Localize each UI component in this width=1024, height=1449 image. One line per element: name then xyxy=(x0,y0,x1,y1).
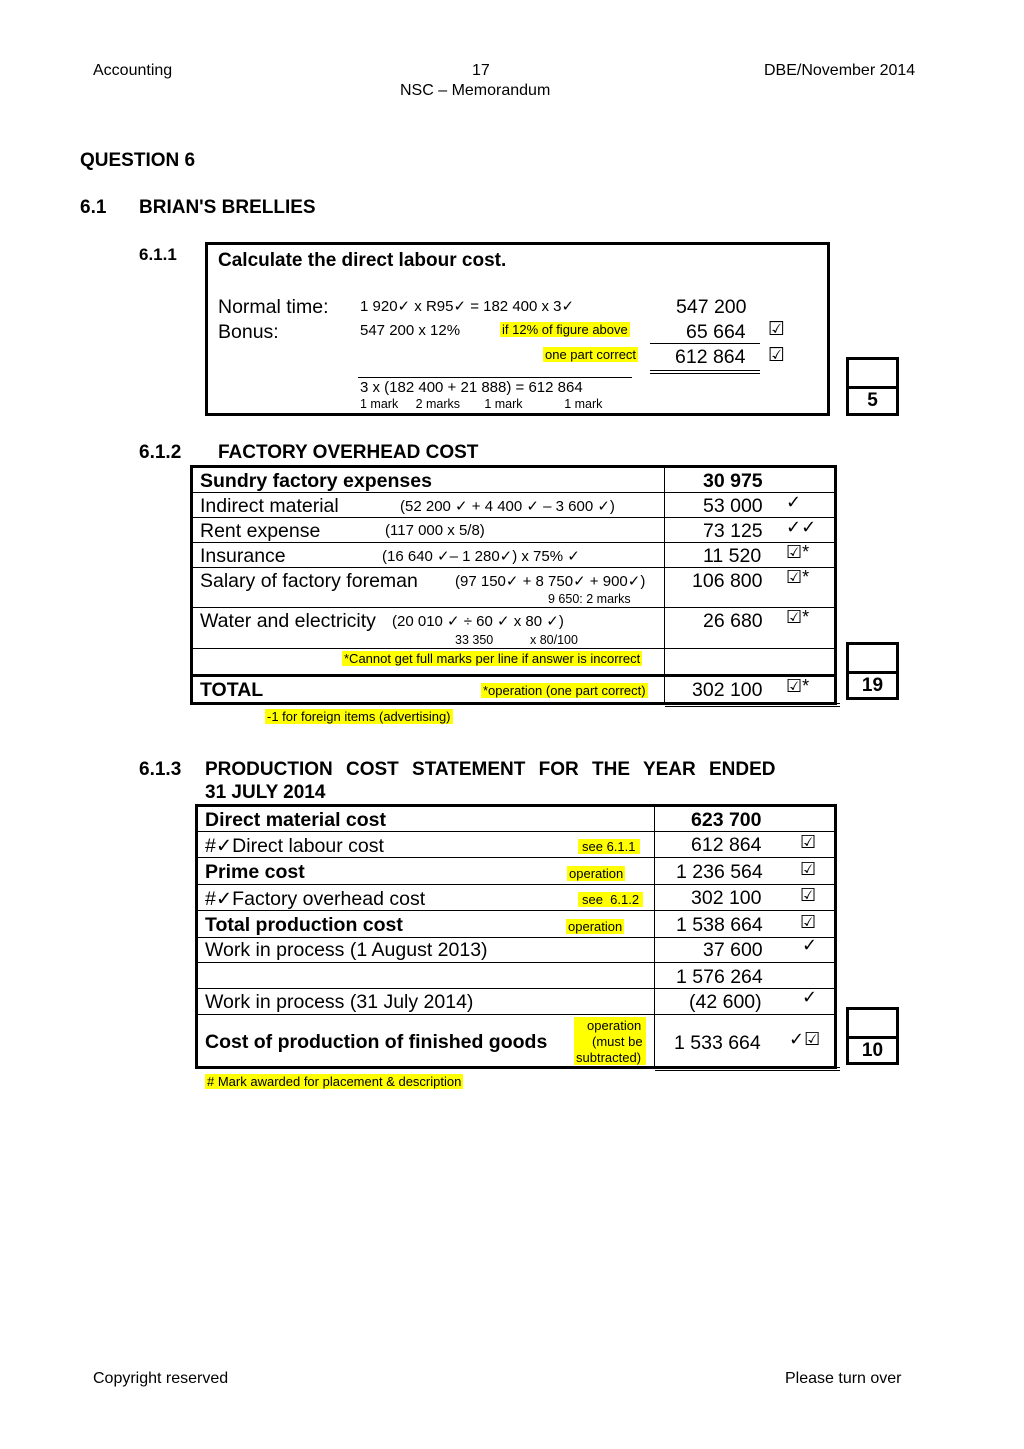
q612-number: 6.1.2 xyxy=(139,442,182,463)
prod-row-label: Prime cost xyxy=(205,861,305,883)
prod-row-note: operation xyxy=(568,919,623,934)
tick-mark: ☑* xyxy=(786,607,810,627)
tick-mark: ✓✓ xyxy=(786,517,817,537)
prod-row-label: Direct material cost xyxy=(205,809,386,831)
tick-mark: ✓ xyxy=(802,987,818,1007)
final-note: operation xyxy=(587,1018,642,1033)
prod-row-note: see 6.1.2 xyxy=(578,892,643,907)
row-divider xyxy=(198,831,834,832)
row-divider xyxy=(198,857,834,858)
total-double-line xyxy=(650,370,760,374)
q613-number: 6.1.3 xyxy=(139,759,182,780)
marks-box-611 xyxy=(846,357,899,416)
row-calc: (20 010 ✓ ÷ 60 ✓ x 80 ✓) xyxy=(392,613,564,630)
tick-mark: ☑ xyxy=(800,885,817,905)
row-calc: (117 000 x 5/8) xyxy=(385,522,485,539)
col-divider xyxy=(664,468,665,702)
row-amount: 73 125 xyxy=(703,520,763,542)
row-label: Sundry factory expenses xyxy=(200,470,432,492)
prod-row-label: #✓Factory overhead cost xyxy=(205,888,426,910)
one-part-note: one part correct xyxy=(545,347,637,362)
prod-row-amount: 302 100 xyxy=(691,887,762,909)
section-title: BRIAN'S BRELLIES xyxy=(139,197,316,218)
prod-row-note: see 6.1.1 xyxy=(578,839,640,854)
prod-row-amount: 1 236 564 xyxy=(676,861,763,883)
row-amount: 11 520 xyxy=(703,545,762,567)
row-calc: (16 640 ✓– 1 280✓) x 75% ✓ xyxy=(382,548,580,565)
tick-mark: ☑* xyxy=(786,542,810,562)
total-label: TOTAL xyxy=(200,679,264,701)
question-title: QUESTION 6 xyxy=(80,150,196,171)
alt-calc-line xyxy=(358,377,632,378)
row-divider xyxy=(193,492,834,493)
marks-612: 19 xyxy=(861,675,884,696)
row-amount: 26 680 xyxy=(703,610,763,632)
marks-box-612 xyxy=(846,642,899,700)
row-divider xyxy=(193,517,834,518)
row-amount: 53 000 xyxy=(703,495,763,517)
row-label: Indirect material xyxy=(200,495,339,517)
row-label: Salary of factory foreman xyxy=(200,570,418,592)
prod-row-label: Total production cost xyxy=(205,914,403,936)
tick-mark: ✓ xyxy=(802,935,818,955)
q613-title: PRODUCTION COST STATEMENT FOR THE YEAR ENDED xyxy=(205,759,776,780)
marks-box-613 xyxy=(846,1007,899,1065)
tick-mark: ☑ xyxy=(800,832,817,852)
tick-mark: ☑* xyxy=(786,676,810,696)
row-divider xyxy=(198,910,834,911)
marks-613: 10 xyxy=(861,1040,884,1061)
normal-time-amount: 547 200 xyxy=(676,296,747,318)
row-divider xyxy=(193,607,834,608)
direct-labour-total: 612 864 xyxy=(675,346,746,368)
final-label: Cost of production of finished goods xyxy=(205,1031,548,1053)
final-amount: 1 533 664 xyxy=(674,1032,761,1054)
prod-row-amount: 623 700 xyxy=(691,809,762,831)
foreign-note: -1 for foreign items (advertising) xyxy=(267,709,451,724)
alt-calc: 3 x (182 400 + 21 888) = 612 864 xyxy=(360,379,583,396)
tick-mark: ☑ xyxy=(800,859,817,879)
row-calc: (97 150✓ + 8 750✓ + 900✓) xyxy=(455,573,646,590)
page-number: 17 xyxy=(472,62,490,79)
row-label: Insurance xyxy=(200,545,286,567)
prod-row-amount: 612 864 xyxy=(691,834,762,856)
bonus-calc: 547 200 x 12% xyxy=(360,322,461,339)
prod-row-amount: 1 576 264 xyxy=(676,966,763,988)
prod-row-amount: 37 600 xyxy=(703,939,763,961)
q613-title-line2: 31 JULY 2014 xyxy=(205,782,326,803)
check-icon: ☑ xyxy=(768,319,786,340)
normal-time-label: Normal time: xyxy=(218,296,329,318)
bonus-amount: 65 664 xyxy=(686,321,746,343)
tick-mark: ☑ xyxy=(800,912,817,932)
total-amount: 302 100 xyxy=(692,679,763,701)
row-amount: 106 800 xyxy=(692,570,763,592)
final-note: (must be xyxy=(592,1034,643,1049)
prod-row-amount: (42 600) xyxy=(689,991,762,1013)
incorrect-note: *Cannot get full marks per line if answer is incorrect xyxy=(344,651,641,666)
prod-row-amount: 1 538 664 xyxy=(676,914,763,936)
row-calc: (52 200 ✓ + 4 400 ✓ – 3 600 ✓) xyxy=(400,498,615,515)
header-subtitle: NSC – Memorandum xyxy=(400,82,551,99)
row-subnote: x 80/100 xyxy=(530,633,578,647)
footer-turn-over: Please turn over xyxy=(785,1370,902,1387)
final-note: subtracted) xyxy=(576,1050,642,1065)
subtotal-line xyxy=(650,343,760,344)
header-right: DBE/November 2014 xyxy=(764,62,916,79)
total-double-line xyxy=(665,703,840,707)
prod-row-label: Work in process (1 August 2013) xyxy=(205,939,488,961)
normal-time-calc: 1 920✓ x R95✓ = 182 400 x 3✓ xyxy=(360,298,575,315)
row-divider xyxy=(198,884,834,885)
row-subnote: 9 650: 2 marks xyxy=(548,592,631,606)
row-divider xyxy=(198,962,834,963)
row-divider xyxy=(193,674,834,677)
tick-mark: ☑* xyxy=(786,567,810,587)
row-divider xyxy=(193,648,834,649)
q611-number: 6.1.1 xyxy=(139,245,177,264)
row-label: Water and electricity xyxy=(200,610,376,632)
header-subject: Accounting xyxy=(93,62,173,79)
row-divider xyxy=(198,1014,834,1015)
prod-row-label: Work in process (31 July 2014) xyxy=(205,991,474,1013)
section-number: 6.1 xyxy=(80,197,107,218)
prod-row-note: operation xyxy=(569,866,624,881)
row-divider xyxy=(198,988,834,989)
row-subnote: 33 350 xyxy=(455,633,494,647)
row-divider xyxy=(193,542,834,543)
prod-row-label: #✓Direct labour cost xyxy=(205,835,384,857)
tick-mark: ✓ xyxy=(786,492,802,512)
row-amount: 30 975 xyxy=(703,470,763,492)
footer-copyright: Copyright reserved xyxy=(93,1370,229,1387)
bonus-note: if 12% of figure above xyxy=(502,322,628,337)
alt-marks: 1 mark 2 marks 1 mark 1 mark xyxy=(360,397,603,411)
total-note: *operation (one part correct) xyxy=(483,683,646,698)
marks-611: 5 xyxy=(867,390,878,411)
q611-title: Calculate the direct labour cost. xyxy=(218,250,507,271)
check-icon: ☑ xyxy=(768,345,786,366)
bonus-label: Bonus: xyxy=(218,321,279,343)
tick-mark: ✓☑ xyxy=(789,1029,821,1049)
total-double-line xyxy=(655,1067,840,1071)
hash-note: # Mark awarded for placement & description xyxy=(207,1074,462,1089)
row-divider xyxy=(198,937,834,938)
q612-title: FACTORY OVERHEAD COST xyxy=(218,442,479,463)
row-label: Rent expense xyxy=(200,520,321,542)
row-divider xyxy=(193,567,834,568)
